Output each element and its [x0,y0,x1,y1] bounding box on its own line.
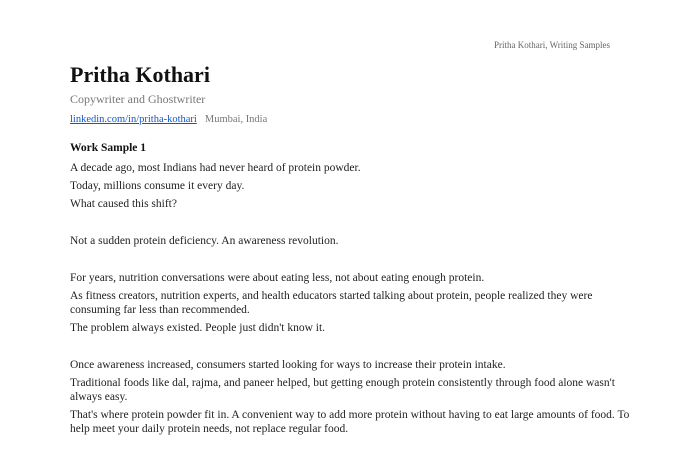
paragraph: As fitness creators, nutrition experts, and health educators started talking about protein, people realized they were consuming far less than recommended. [70,290,593,316]
document-body [70,62,630,436]
author-subtitle: Copywriter and Ghostwriter [70,92,206,106]
location-text: Mumbai, India [204,114,268,125]
paragraph: For years, nutrition conversations were about eating less, not about eating enough protein. [70,272,485,284]
paragraph: Once awareness increased, consumers started looking for ways to increase their protein intake. [70,359,506,371]
paragraph: What caused this shift? [70,198,177,210]
sample-title: Work Sample 1 [70,142,147,154]
running-header: Pritha Kothari, Writing Samples [494,40,610,50]
paragraph: Traditional foods like dal, rajma, and paneer helped, but getting enough protein consistently through food alone wasn't always easy. [70,377,615,403]
paragraph: The problem always existed. People just didn't know it. [70,322,326,334]
paragraph: Not a sudden protein deficiency. An awareness revolution. [70,235,339,247]
paragraph: Today, millions consume it every day. [70,180,245,192]
author-name: Pritha Kothari [70,62,210,87]
paragraph: That's where protein powder fit in. A convenient way to add more protein without having to eat large amounts of food. To help meet your daily protein needs, not replace regular food. [70,409,630,435]
paragraph: A decade ago, most Indians had never heard of protein powder. [70,162,361,174]
linkedin-link[interactable]: linkedin.com/in/pritha-kothari [70,114,197,125]
contact-line [70,113,630,127]
